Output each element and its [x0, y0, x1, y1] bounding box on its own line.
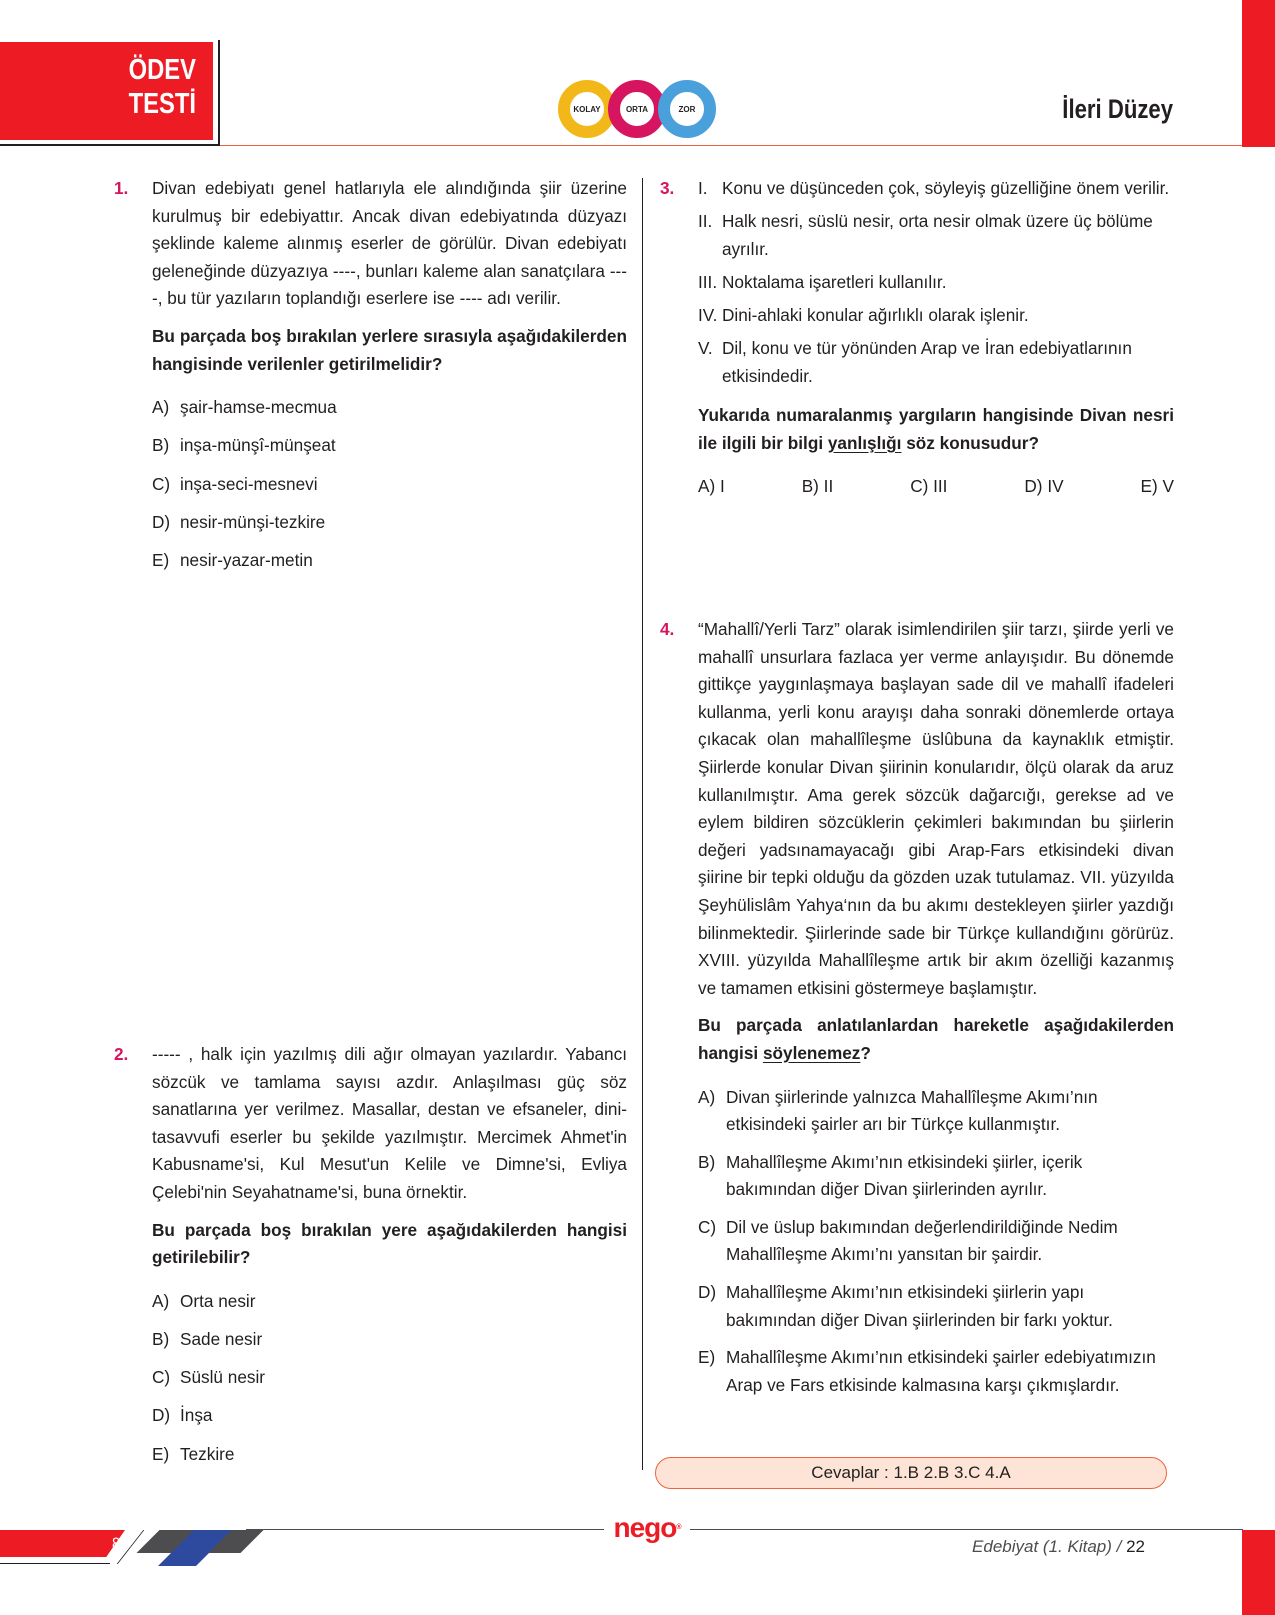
question-stem — [698, 402, 1174, 457]
statement-numeral: III. — [698, 271, 718, 292]
difficulty-label-medium: ORTA — [625, 104, 649, 114]
statement-text: Konu ve düşünceden çok, söyleyiş güzelliğine önem verilir. — [722, 178, 1170, 198]
footer-rule-left — [246, 1529, 604, 1530]
statement-numeral: IV. — [698, 304, 718, 325]
header-title-line2: TESTİ — [128, 88, 196, 120]
question-passage: “Mahallî/Yerli Tarz” olarak isimlendirilen şiir tarzı, şiirde yerli ve mahallî unsurlara fazlaca yer verme anlayışıdır. Bu dönemde gittikçe yaygınlaşmaya başlayan sade dil ve mahallî ifadeleri kullanma, yerli konu arayışı daha sonraki dönemlerde ortaya çıkacak olan mahallîleşme üslûbuna da kaynaklık etmiştir. Şiirlerde konular Divan şiirinin konularıdır, ölçü olarak da aruz kullanılmıştır. Ama gerek sözcük dağarcığı, gerekse ad ve eylem bildiren sözcüklerin çekimleri bakımından bu şiirlerin değeri yadsınamayacağı gibi Arap-Fars etkisindeki divan şiirine bir tepki olduğu da gözden uzak tutulamaz. VII. yüzyılda Şeyhülislâm Yahya‘nın da bu akımı destekleyen şiirler yazdığı bilinmektedir. Şiirlerinde sade bir Türkçe kullandığını görürüz. XVIII. yüzyılda Mahallîleşme artık bir akım özelliği kazanmış ve tamamen etkisini göstermeye başlamıştır. — [698, 619, 1174, 998]
option-letter: A) — [152, 397, 170, 418]
statement-iii — [698, 269, 1174, 297]
option-letter: E) — [152, 1443, 170, 1464]
footer-page-number: 8 — [111, 1534, 120, 1553]
option-text: Tezkire — [180, 1443, 235, 1464]
header-rule — [220, 145, 1245, 146]
statement-text: Dil, konu ve tür yönünden Arap ve İran edebiyatlarının etkisindedir. — [722, 337, 1132, 386]
option-list — [698, 1084, 1174, 1400]
difficulty-logo — [558, 80, 718, 138]
question-stem: Bu parçada boş bırakılan yerlere sırasıyla aşağıdakilerden hangisinde verilenler getirilmelidir? — [152, 325, 627, 374]
option-text: III — [933, 476, 948, 497]
footer-book-info — [972, 1537, 1145, 1557]
footer-underline — [0, 1563, 110, 1564]
stem-text: Yukarıda numaralanmış yargıların hangisinde Divan nesri ile ilgili bir bilgi — [698, 405, 1174, 453]
option-text: V — [1162, 476, 1174, 497]
question-stem — [698, 1012, 1174, 1067]
option-a[interactable] — [698, 473, 725, 501]
option-text: İnşa — [180, 1405, 213, 1426]
option-text: Mahallîleşme Akımı’nın etkisindeki şiirler, içerik bakımından diğer Divan şiirlerinden ayrılır. — [726, 1151, 1083, 1200]
footer-book-title: Edebiyat (1. Kitap) / — [972, 1537, 1122, 1556]
question-number: 4. — [660, 619, 675, 639]
option-letter: C) — [152, 1367, 171, 1388]
stem-emphasis: söylenemez — [762, 1042, 861, 1063]
option-text: nesir-yazar-metin — [180, 549, 313, 570]
option-letter: B) — [152, 435, 170, 456]
option-letter: E) — [698, 1347, 716, 1368]
answer-key: Cevaplar : 1.B 2.B 3.C 4.A — [655, 1457, 1167, 1489]
option-text: II — [823, 476, 834, 497]
option-d[interactable] — [152, 1402, 627, 1430]
option-list — [152, 394, 627, 574]
option-text: IV — [1047, 476, 1064, 497]
option-text: Süslü nesir — [180, 1367, 266, 1388]
option-text: Mahallîleşme Akımı’nın etkisindeki şiirlerin yapı bakımından diğer Divan şiirlerinden bir farkı yoktur. — [726, 1282, 1113, 1330]
option-text: inşa-seci-mesnevi — [180, 473, 318, 494]
option-text: Orta nesir — [180, 1290, 256, 1311]
statement-list — [698, 175, 1174, 390]
option-letter: A) — [698, 1086, 716, 1107]
stem-emphasis: yanlışlığı — [827, 432, 902, 453]
option-letter: A) — [698, 476, 716, 497]
option-list — [152, 1288, 627, 1468]
option-letter: C) — [698, 1216, 717, 1237]
option-e[interactable] — [152, 547, 627, 575]
question-number: 3. — [660, 178, 675, 198]
difficulty-label-hard: ZOR — [678, 104, 696, 114]
option-letter: B) — [801, 476, 819, 497]
statement-ii — [698, 208, 1174, 263]
option-c[interactable] — [152, 471, 627, 499]
option-letter: B) — [698, 1151, 716, 1172]
option-letter: C) — [910, 476, 929, 497]
option-text: I — [719, 476, 725, 497]
option-c[interactable] — [910, 473, 947, 501]
option-letter: D) — [698, 1282, 717, 1303]
option-b[interactable] — [152, 1326, 627, 1354]
level-title: İleri Düzey — [1062, 94, 1173, 124]
option-c[interactable] — [152, 1364, 627, 1392]
option-letter: D) — [152, 511, 171, 532]
option-c[interactable] — [698, 1214, 1174, 1269]
header-title-line1: ÖDEV — [128, 54, 196, 86]
option-e[interactable] — [152, 1441, 627, 1469]
header-side-bar — [1242, 0, 1275, 147]
option-e[interactable] — [698, 1344, 1174, 1399]
statement-numeral: V. — [698, 337, 713, 358]
option-letter: B) — [152, 1328, 170, 1349]
stem-text-end: ? — [860, 1042, 871, 1063]
option-letter: D) — [152, 1405, 171, 1426]
statement-v — [698, 335, 1174, 390]
header-badge-title — [35, 53, 196, 121]
statement-text: Noktalama işaretleri kullanılır. — [722, 271, 947, 292]
question-passage: ----- , halk için yazılmış dili ağır olmayan yazılardır. Yabancı sözcük ve tamlama sayısı azdır. Anlaşılması güç söz sanatlarına yer verilmez. Masallar, destan ve efsaneler, dini-tasavvufi eserler bu şekilde yazılmıştır. Mercimek Ahmet'in Kabusname'si, Kul Mesut'un Kelile ve Dimne'si, Evliya Çelebi'nin Seyahatname'si, buna örnektir. — [152, 1044, 627, 1202]
option-list — [698, 473, 1174, 501]
question-number: 2. — [114, 1044, 129, 1064]
registered-mark-icon: ® — [676, 1524, 681, 1531]
publisher-logo-text: nego — [613, 1512, 677, 1543]
statement-numeral: II. — [698, 211, 713, 232]
question-stem: Bu parçada boş bırakılan yere aşağıdakilerden hangisi getirilebilir? — [152, 1219, 627, 1268]
option-text: nesir-münşi-tezkire — [180, 511, 326, 532]
option-b[interactable] — [802, 473, 834, 501]
statement-i — [698, 175, 1174, 203]
option-e[interactable] — [1141, 473, 1174, 501]
option-a[interactable] — [152, 394, 627, 422]
footer-book-page: 22 — [1126, 1537, 1145, 1556]
statement-text: Halk nesri, süslü nesir, orta nesir olmak üzere üç bölüme ayrılır. — [722, 211, 1153, 259]
publisher-logo — [606, 1508, 688, 1550]
option-a[interactable] — [152, 1288, 627, 1316]
column-divider — [642, 178, 643, 1470]
option-a[interactable] — [698, 1084, 1174, 1139]
option-text: şair-hamse-mecmua — [180, 397, 337, 418]
difficulty-label-easy: KOLAY — [573, 104, 601, 114]
option-b[interactable] — [698, 1149, 1174, 1204]
footer-rule-right — [690, 1529, 1243, 1530]
option-letter: A) — [152, 1290, 170, 1311]
stem-text-end: söz konusudur? — [901, 432, 1039, 453]
option-letter: E) — [1140, 476, 1158, 497]
option-text: Dil ve üslup bakımından değerlendirildiğinde Nedim Mahallîleşme Akımı’nı yansıtan bir şairdir. — [726, 1216, 1118, 1265]
option-letter: C) — [152, 473, 171, 494]
option-d[interactable] — [1024, 473, 1063, 501]
question-number: 1. — [114, 178, 129, 198]
option-d[interactable] — [698, 1279, 1174, 1334]
statement-numeral: I. — [698, 178, 708, 198]
option-b[interactable] — [152, 432, 627, 460]
statement-iv — [698, 302, 1174, 330]
option-text: inşa-münşî-münşeat — [180, 435, 336, 456]
option-text: Divan şiirlerinde yalnızca Mahallîleşme Akımı’nın etkisindeki şairler arı bir Türkçe kullanmıştır. — [726, 1086, 1098, 1135]
option-d[interactable] — [152, 509, 627, 537]
footer-side-bar — [1242, 1530, 1275, 1615]
option-letter: E) — [152, 549, 170, 570]
option-text: Mahallîleşme Akımı’nın etkisindeki şairler edebiyatımızın Arap ve Fars etkisinde kalmasına karşı çıkmışlardır. — [726, 1347, 1156, 1395]
option-text: Sade nesir — [180, 1328, 263, 1349]
difficulty-ring-hard — [658, 80, 716, 138]
question-passage: Divan edebiyatı genel hatlarıyla ele alındığında şiir üzerine kurulmuş bir edebiyattır. Ancak divan edebiyatında düzyazı şeklinde kaleme alınmış eserler de görülür. Divan edebiyatı geleneğinde düzyazıya ----, bunları kaleme alan sanatçılara ----, bu tür yazıların toplandığı eserlere ise ---- adı verilir. — [152, 178, 627, 309]
stem-text: Bu parçada anlatılanlardan hareketle aşağıdakilerden hangisi — [698, 1015, 1174, 1063]
option-letter: D) — [1024, 476, 1043, 497]
statement-text: Dini-ahlaki konular ağırlıklı olarak işlenir. — [722, 304, 1029, 325]
